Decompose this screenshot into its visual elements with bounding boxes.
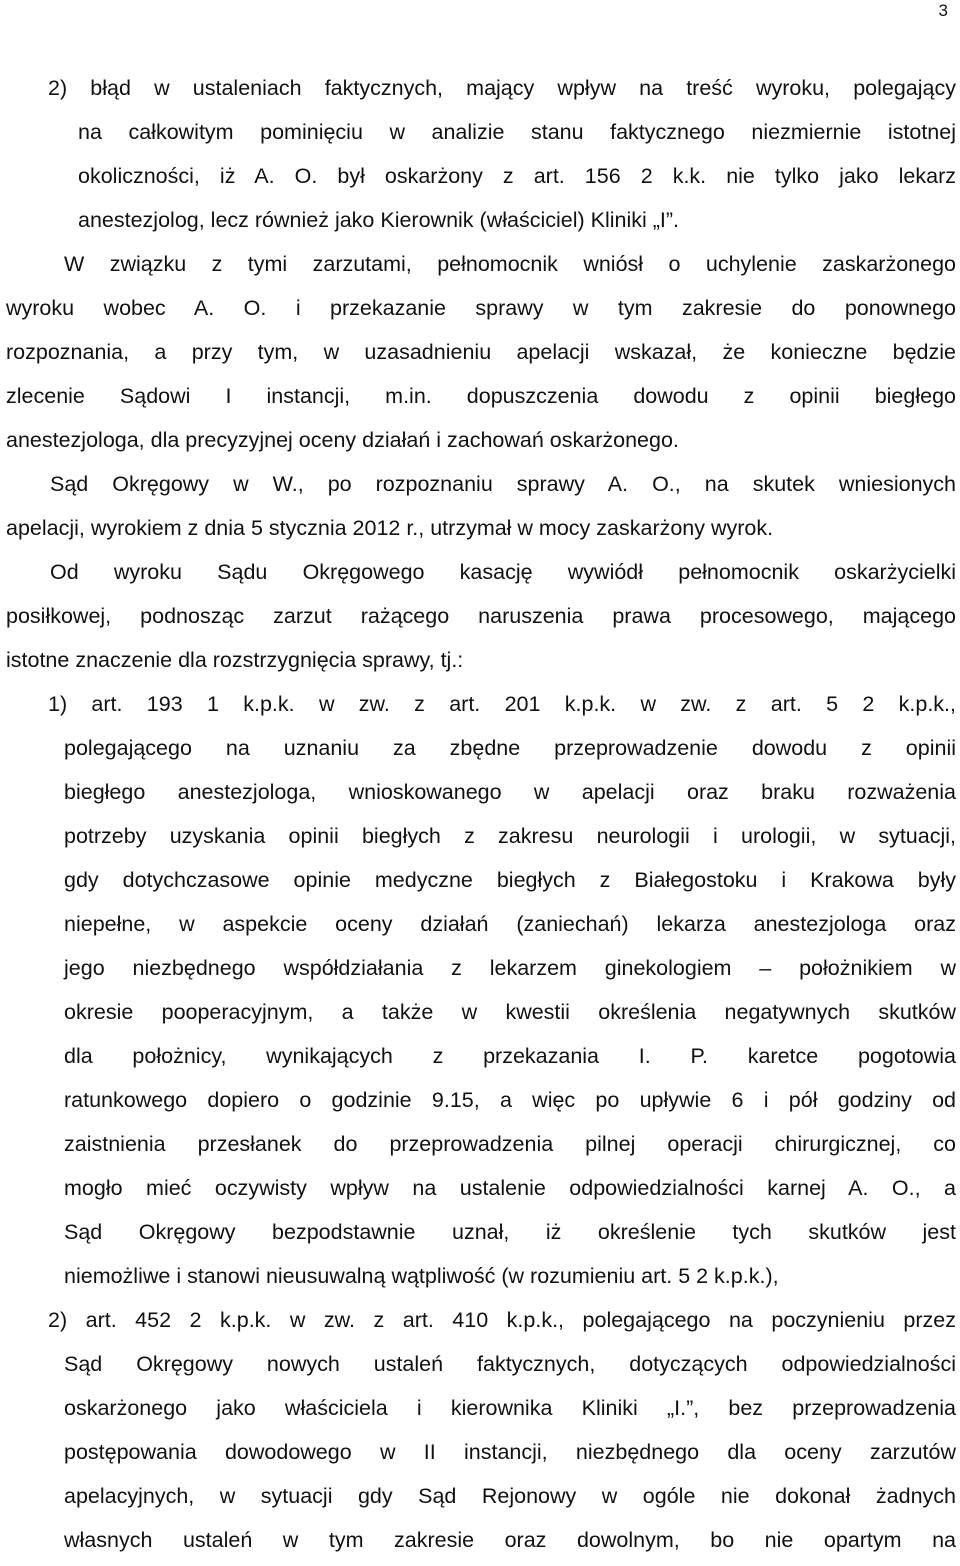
text-line: biegłego anestezjologa, wnioskowanego w apelacji oraz braku rozważenia [64, 780, 956, 804]
text-line: wyroku wobec A. O. i przekazanie sprawy w tym zakresie do ponownego [6, 296, 956, 320]
text-line: postępowania dowodowego w II instancji, niezbędnego dla oceny zarzutów [64, 1440, 956, 1464]
text-line: anestezjolog, lecz również jako Kierownik (właściciel) Kliniki „I”. [78, 208, 680, 232]
text-line: mogło mieć oczywisty wpływ na ustalenie odpowiedzialności karnej A. O., a [64, 1176, 956, 1200]
text-line: Od wyroku Sądu Okręgowego kasację wywiódł pełnomocnik oskarżycielki [50, 560, 956, 584]
text-line: polegającego na uznaniu za zbędne przeprowadzenie dowodu z opinii [64, 736, 956, 760]
text-line: posiłkowej, podnosząc zarzut rażącego naruszenia prawa procesowego, mającego [6, 604, 956, 628]
list-item-marker-line: 1) art. 193 1 k.p.k. w zw. z art. 201 k.p.k. w zw. z art. 5 2 k.p.k., [48, 692, 956, 716]
text-line: apelacyjnych, w sytuacji gdy Sąd Rejonowy w ogóle nie dokonał żadnych [64, 1484, 956, 1508]
text-line: jego niezbędnego współdziałania z lekarzem ginekologiem – położnikiem w [64, 956, 956, 980]
page-number: 3 [938, 1, 948, 20]
text-line: niepełne, w aspekcie oceny działań (zaniechań) lekarza anestezjologa oraz [64, 912, 956, 936]
list-item-marker-line: 2) art. 452 2 k.p.k. w zw. z art. 410 k.p.k., polegającego na poczynieniu przez [48, 1308, 956, 1332]
text-line: potrzeby uzyskania opinii biegłych z zakresu neurologii i urologii, w sytuacji, [64, 824, 956, 848]
text-line: oskarżonego jako właściciela i kierownika Kliniki „I.”, bez przeprowadzenia [64, 1396, 956, 1420]
text-line: na całkowitym pominięciu w analizie stanu faktycznego niezmiernie istotnej [78, 120, 956, 144]
document-body [6, 66, 956, 1562]
text-line: okresie pooperacyjnym, a także w kwestii określenia negatywnych skutków [64, 1000, 956, 1024]
text-line: Sąd Okręgowy w W., po rozpoznaniu sprawy A. O., na skutek wniesionych [50, 472, 956, 496]
text-line: gdy dotychczasowe opinie medyczne biegłych z Białegostoku i Krakowa były [64, 868, 956, 892]
text-line: ratunkowego dopiero o godzinie 9.15, a więc po upływie 6 i pół godziny od [64, 1088, 956, 1112]
text-line: apelacji, wyrokiem z dnia 5 stycznia 2012 r., utrzymał w mocy zaskarżony wyrok. [6, 516, 774, 540]
text-line: W związku z tymi zarzutami, pełnomocnik wniósł o uchylenie zaskarżonego [64, 252, 956, 276]
text-line: Sąd Okręgowy nowych ustaleń faktycznych, dotyczących odpowiedzialności [64, 1352, 956, 1376]
text-line: zaistnienia przesłanek do przeprowadzenia pilnej operacji chirurgicznej, co [64, 1132, 956, 1156]
text-line: Sąd Okręgowy bezpodstawnie uznał, iż określenie tych skutków jest [64, 1220, 956, 1244]
text-line: niemożliwe i stanowi nieusuwalną wątpliwość (w rozumieniu art. 5 2 k.p.k.), [64, 1264, 779, 1288]
text-line: 2) błąd w ustaleniach faktycznych, mający wpływ na treść wyroku, polegający [48, 76, 956, 100]
text-line: własnych ustaleń w tym zakresie oraz dowolnym, bo nie opartym na [64, 1528, 956, 1552]
text-line: anestezjologa, dla precyzyjnej oceny działań i zachowań oskarżonego. [6, 428, 679, 452]
text-line: dla położnicy, wynikających z przekazania I. P. karetce pogotowia [64, 1044, 956, 1068]
text-line: okoliczności, iż A. O. był oskarżony z art. 156 2 k.k. nie tylko jako lekarz [78, 164, 956, 188]
text-line: istotne znaczenie dla rozstrzygnięcia sprawy, tj.: [6, 648, 464, 672]
text-line: rozpoznania, a przy tym, w uzasadnieniu apelacji wskazał, że konieczne będzie [6, 340, 956, 364]
text-line: zlecenie Sądowi I instancji, m.in. dopuszczenia dowodu z opinii biegłego [6, 384, 956, 408]
